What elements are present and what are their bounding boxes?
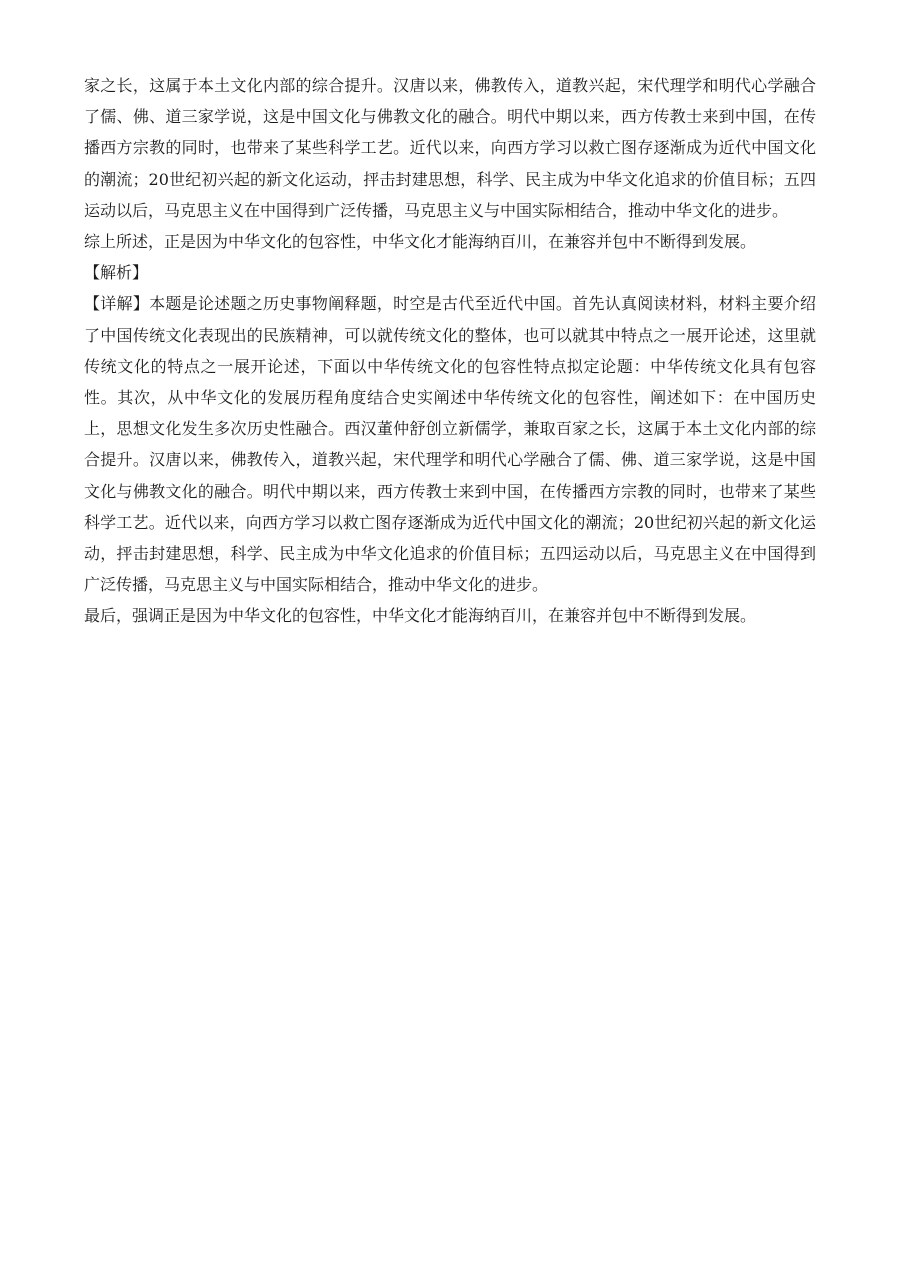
final-paragraph: 最后，强调正是因为中华文化的包容性，中华文化才能海纳百川，在兼容并包中不断得到发展。 — [84, 606, 757, 626]
document-body — [84, 70, 816, 632]
intro-paragraph: 家之长，这属于本土文化内部的综合提升。汉唐以来，佛教传入，道教兴起，宋代理学和明代心学融合了儒、佛、道三家学说，这是中国文化与佛教文化的融合。明代中期以来，西方传教士来到中国，在传播西方宗教的同时，也带来了某些科学工艺。近代以来，向西方学习以救亡图存逐渐成为近代中国文化的潮流；20世纪初兴起的新文化运动，抨击封建思想，科学、民主成为中华文化追求的价值目标；五四运动以后，马克思主义在中国得到广泛传播，马克思主义与中国实际相结合，推动中华文化的进步。 — [84, 76, 816, 220]
detail-paragraph: 【详解】本题是论述题之历史事物阐释题，时空是古代至近代中国。首先认真阅读材料，材料主要介绍了中国传统文化表现出的民族精神，可以就传统文化的整体，也可以就其中特点之一展开论述，这里就传统文化的特点之一展开论述，下面以中华传统文化的包容性特点拟定论题：中华传统文化具有包容性。其次，从中华文化的发展历程角度结合史实阐述中华传统文化的包容性，阐述如下：在中国历史上，思想文化发生多次历史性融合。西汉董仲舒创立新儒学，兼取百家之长，这属于本土文化内部的综合提升。汉唐以来，佛教传入，道教兴起，宋代理学和明代心学融合了儒、佛、道三家学说，这是中国文化与佛教文化的融合。明代中期以来，西方传教士来到中国，在传播西方宗教的同时，也带来了某些科学工艺。近代以来，向西方学习以救亡图存逐渐成为近代中国文化的潮流；20世纪初兴起的新文化运动，抨击封建思想，科学、民主成为中华文化追求的价值目标；五四运动以后，马克思主义在中国得到广泛传播，马克思主义与中国实际相结合，推动中华文化的进步。 — [84, 294, 816, 595]
analysis-label: 【解析】 — [84, 263, 149, 283]
summary-paragraph: 综上所述，正是因为中华文化的包容性，中华文化才能海纳百川，在兼容并包中不断得到发展。 — [84, 232, 757, 252]
